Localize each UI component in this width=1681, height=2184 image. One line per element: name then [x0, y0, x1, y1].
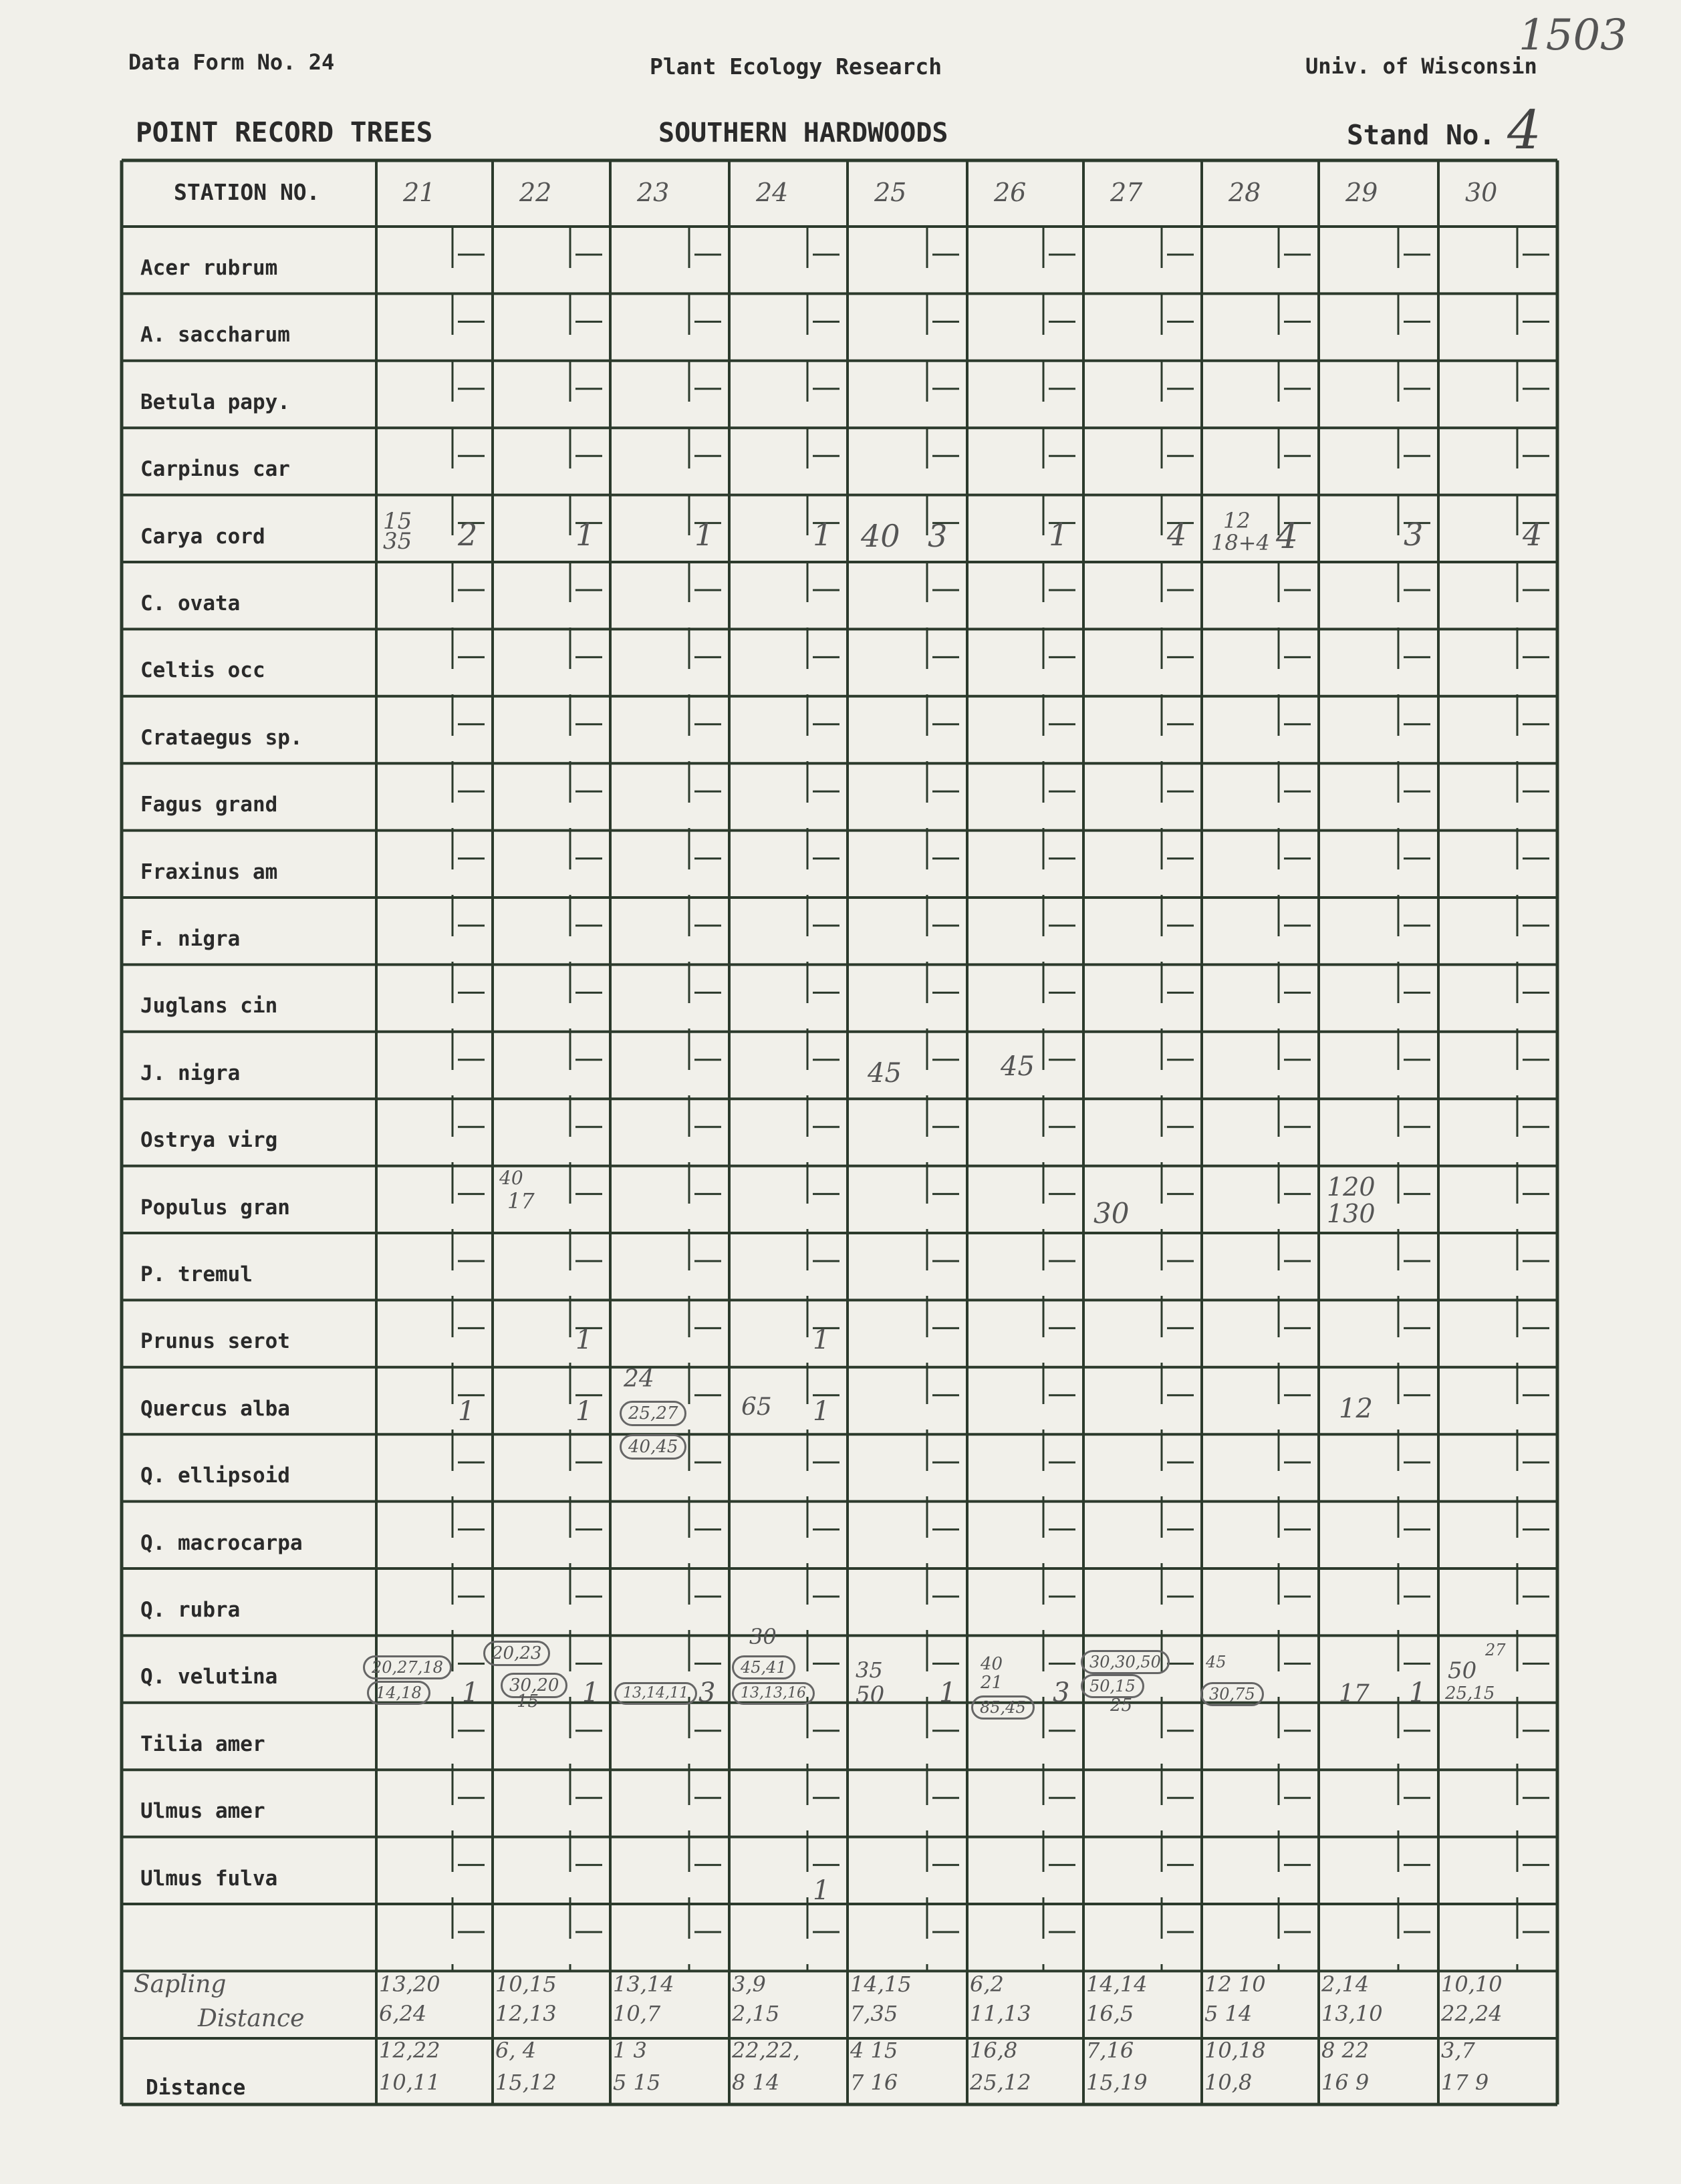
distance-label: Distance: [146, 2076, 246, 2100]
distance-entry: 7,16: [1086, 2038, 1134, 2063]
sapling-distance-entry: 13,14: [613, 1971, 674, 1998]
handwritten-entry: 1: [813, 1875, 830, 1906]
handwritten-entry: 1: [582, 1677, 600, 1709]
sapling-distance-entry: 12 10: [1204, 1971, 1266, 1998]
circled-entry: 20,23: [483, 1641, 550, 1666]
distance-entry: 1 3: [613, 2038, 647, 2063]
handwritten-entry: 27: [1485, 1641, 1506, 1660]
distance-entry: 16 9: [1321, 2070, 1370, 2095]
handwritten-entry: 18+4: [1211, 529, 1270, 555]
organization: Plant Ecology Research: [650, 53, 942, 80]
distance-entry: 15,12: [495, 2070, 557, 2095]
species-label: Tilia amer: [140, 1732, 265, 1756]
station-number: 30: [1465, 178, 1498, 207]
station-number: 28: [1229, 178, 1261, 207]
distance-entry: 7 16: [850, 2070, 898, 2095]
handwritten-entry: 1: [575, 516, 596, 553]
handwritten-entry: 1: [575, 1395, 593, 1427]
sapling-distance-entry: 7,35: [850, 2001, 898, 2027]
species-label: Juglans cin: [140, 994, 278, 1018]
handwritten-entry: 30: [749, 1624, 777, 1650]
species-label: F. nigra: [140, 927, 241, 951]
circled-entry: 30,20: [501, 1673, 567, 1698]
sapling-label: Sapling: [134, 1971, 227, 1998]
sapling-distance-entry: 13,10: [1321, 2001, 1383, 2027]
university: Univ. of Wisconsin: [1305, 53, 1537, 79]
distance-entry: 3,7: [1441, 2038, 1475, 2063]
handwritten-entry: 50: [1448, 1657, 1477, 1685]
distance-entry: 12,22: [379, 2038, 440, 2063]
sapling-distance-entry: 12,13: [495, 2001, 557, 2027]
species-label: Crataegus sp.: [140, 725, 303, 750]
sapling-distance-entry: 16,5: [1086, 2001, 1134, 2027]
handwritten-entry: 1: [939, 1677, 956, 1709]
station-number: 21: [403, 178, 436, 207]
archive-number: 1503: [1519, 11, 1628, 60]
circled-entry: 85,45: [971, 1695, 1035, 1720]
circled-entry: 30,30,50: [1081, 1650, 1170, 1674]
handwritten-entry: 35: [856, 1657, 883, 1683]
species-label: Quercus alba: [140, 1396, 290, 1421]
handwritten-entry: 1: [813, 516, 833, 553]
station-number: 29: [1345, 178, 1378, 207]
handwritten-entry: 45: [868, 1057, 902, 1089]
handwritten-entry: 65: [741, 1393, 772, 1421]
sapling-distance-entry: 6,2: [970, 1971, 1004, 1998]
distance-entry: 10,8: [1204, 2070, 1253, 2095]
sapling-distance-label: Distance: [198, 2005, 305, 2032]
record-type: POINT RECORD TREES: [136, 116, 433, 148]
handwritten-entry: 25: [1110, 1695, 1133, 1716]
handwritten-entry: 1: [813, 1395, 830, 1427]
distance-entry: 25,12: [970, 2070, 1031, 2095]
station-number: 22: [519, 178, 552, 207]
sapling-distance-entry: 10,7: [613, 2001, 661, 2027]
handwritten-entry: 17: [1339, 1680, 1370, 1708]
distance-entry: 22,22,: [732, 2038, 800, 2063]
handwritten-entry: 35: [383, 527, 412, 555]
forest-type: SOUTHERN HARDWOODS: [658, 118, 948, 148]
sapling-distance-entry: 2,15: [732, 2001, 780, 2027]
sapling-distance-entry: 10,10: [1441, 1971, 1503, 1998]
stand-number: 4: [1507, 99, 1541, 161]
circled-entry: 40,45: [620, 1434, 686, 1460]
handwritten-entry: 21: [981, 1673, 1003, 1693]
species-label: Ulmus fulva: [140, 1866, 278, 1891]
distance-entry: 10,18: [1204, 2038, 1266, 2063]
species-label: Q. ellipsoid: [140, 1464, 290, 1488]
handwritten-entry: 40: [861, 517, 900, 554]
station-number: 24: [756, 178, 789, 207]
handwritten-entry: 3: [1053, 1677, 1070, 1709]
handwritten-entry: 1: [694, 516, 715, 553]
station-number: 25: [874, 178, 907, 207]
handwritten-entry: 1: [575, 1325, 593, 1356]
handwritten-entry: 1: [1049, 516, 1069, 553]
handwritten-entry: 15: [383, 507, 412, 535]
form-number: Data Form No. 24: [128, 49, 335, 75]
species-label: A. saccharum: [140, 323, 290, 348]
species-label: Fagus grand: [140, 793, 278, 817]
handwritten-entry: 40: [499, 1166, 523, 1189]
station-number: 23: [637, 178, 670, 207]
distance-entry: 10,11: [379, 2070, 440, 2095]
handwritten-entry: 3: [1404, 516, 1424, 553]
sapling-distance-entry: 22,24: [1441, 2001, 1503, 2027]
circled-entry: 13,13,16: [732, 1682, 815, 1705]
species-label: Ostrya virg: [140, 1128, 278, 1153]
station-header: STATION NO.: [174, 179, 320, 205]
handwritten-entry: 17: [507, 1188, 535, 1214]
circled-entry: 50,15: [1081, 1674, 1144, 1698]
handwritten-entry: 1: [462, 1677, 479, 1709]
sapling-distance-entry: 2,14: [1321, 1971, 1370, 1998]
circled-entry: 20,27,18: [363, 1655, 452, 1679]
species-label: Betula papy.: [140, 390, 290, 414]
distance-entry: 15,19: [1086, 2070, 1148, 2095]
distance-entry: 4 15: [850, 2038, 898, 2063]
sapling-distance-entry: 11,13: [970, 2001, 1031, 2027]
species-label: Acer rubrum: [140, 256, 278, 280]
distance-entry: 8 22: [1321, 2038, 1370, 2063]
species-label: Celtis occ: [140, 658, 265, 683]
handwritten-entry: 1: [1409, 1677, 1426, 1709]
stand-label: Stand No.: [1347, 119, 1496, 151]
handwritten-entry: 4: [1167, 516, 1187, 553]
species-label: Q. velutina: [140, 1665, 278, 1689]
distance-entry: 5 15: [613, 2070, 661, 2095]
sapling-distance-entry: 13,20: [379, 1971, 440, 1998]
handwritten-entry: 2: [458, 516, 478, 553]
circled-entry: 30,75: [1200, 1682, 1264, 1706]
handwritten-entry: 4: [1523, 516, 1543, 553]
handwritten-entry: 24: [624, 1365, 654, 1393]
handwritten-entry: 30: [1093, 1196, 1130, 1230]
circled-entry: 45,41: [732, 1655, 795, 1679]
station-number: 27: [1110, 178, 1143, 207]
species-label: Fraxinus am: [140, 859, 278, 884]
handwritten-entry: 4: [1276, 516, 1299, 557]
species-label: Prunus serot: [140, 1329, 290, 1354]
handwritten-entry: 12: [1223, 507, 1251, 533]
species-label: C. ovata: [140, 591, 241, 616]
species-label: Populus gran: [140, 1195, 290, 1220]
circled-entry: 14,18: [367, 1681, 430, 1705]
sapling-distance-entry: 14,15: [850, 1971, 912, 1998]
species-label: Carpinus car: [140, 457, 290, 482]
sapling-distance-entry: 3,9: [732, 1971, 766, 1998]
handwritten-entry: 12: [1339, 1393, 1373, 1424]
handwritten-entry: 40: [981, 1654, 1003, 1675]
handwritten-entry: 45: [1206, 1653, 1226, 1672]
sapling-distance-entry: 14,14: [1086, 1971, 1148, 1998]
handwritten-entry: 3: [698, 1677, 716, 1709]
sapling-distance-entry: 6,24: [379, 2001, 427, 2027]
species-label: Ulmus amer: [140, 1799, 265, 1824]
sapling-distance-entry: 10,15: [495, 1971, 557, 1998]
sapling-distance-entry: 5 14: [1204, 2001, 1253, 2027]
handwritten-entry: 45: [1001, 1051, 1035, 1082]
handwritten-entry: 15: [517, 1691, 539, 1712]
handwritten-entry: 3: [928, 517, 948, 554]
species-label: Q. macrocarpa: [140, 1530, 303, 1555]
handwritten-entry: 50: [856, 1681, 885, 1709]
circled-entry: 13,14,11: [614, 1682, 697, 1705]
handwritten-entry: 1: [813, 1325, 830, 1356]
handwritten-entry: 130: [1327, 1198, 1376, 1228]
handwritten-entry: 120: [1327, 1172, 1376, 1202]
species-label: P. tremul: [140, 1262, 253, 1286]
handwritten-entry: 1: [458, 1395, 475, 1427]
circled-entry: 25,27: [620, 1401, 686, 1426]
handwritten-entry: 25,15: [1445, 1683, 1495, 1704]
species-label: Q. rubra: [140, 1598, 241, 1622]
distance-entry: 16,8: [970, 2038, 1018, 2063]
distance-entry: 8 14: [732, 2070, 780, 2095]
distance-entry: 17 9: [1441, 2070, 1489, 2095]
species-label: Carya cord: [140, 524, 265, 549]
species-label: J. nigra: [140, 1061, 241, 1085]
station-number: 26: [994, 178, 1027, 207]
distance-entry: 6, 4: [495, 2038, 537, 2063]
